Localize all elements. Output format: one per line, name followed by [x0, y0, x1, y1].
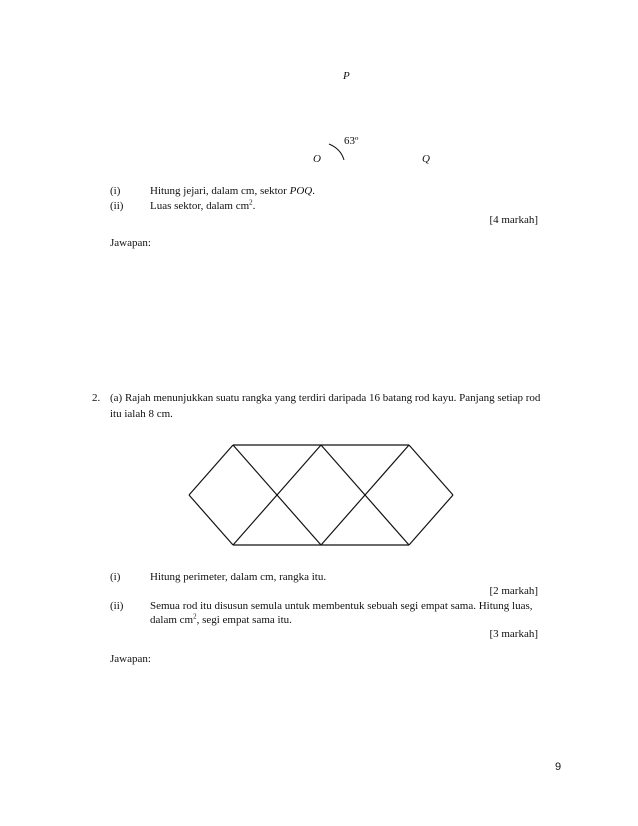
q2-part-ii-line2-b: , segi empat sama itu.	[196, 614, 292, 626]
q2-part-ii-sup: 2	[193, 612, 197, 621]
page-number: 9	[555, 761, 562, 773]
rod	[277, 495, 321, 545]
label-q: Q	[422, 153, 430, 165]
q2-answer-label: Jawapan:	[110, 653, 151, 665]
rod	[233, 445, 277, 495]
q1-part-i-text	[150, 185, 315, 197]
q1-marks: [4 markah]	[489, 214, 538, 226]
rod	[189, 495, 233, 545]
q2-number: 2.	[92, 392, 101, 404]
q1-part-ii-text-b: .	[252, 200, 256, 212]
q2-part-ii-line2-a: dalam cm	[150, 614, 194, 626]
q1-part-i-num: (i)	[110, 185, 121, 197]
rod	[233, 495, 277, 545]
rod	[189, 445, 233, 495]
q2-part-i-text: Hitung perimeter, dalam cm, rangka itu.	[150, 571, 327, 583]
rod-frame	[189, 445, 453, 545]
q2-part-ii-num: (ii)	[110, 600, 124, 612]
q1-part-ii-num: (ii)	[110, 200, 124, 212]
q2-intro-line2: itu ialah 8 cm.	[110, 408, 173, 420]
rod	[409, 495, 453, 545]
q1-part-ii-text	[150, 200, 255, 212]
rod	[277, 445, 321, 495]
rod	[365, 445, 409, 495]
label-o: O	[313, 153, 321, 165]
q1-part-ii-text-a: Luas sektor, dalam cm	[150, 200, 250, 212]
q2-part-i-marks: [2 markah]	[489, 585, 538, 597]
q1-part-ii-sup: 2	[249, 198, 253, 207]
rod	[409, 445, 453, 495]
rod	[321, 445, 365, 495]
q1-part-i-text-a: Hitung jejari, dalam cm, sektor	[150, 185, 290, 197]
q1-answer-label: Jawapan:	[110, 237, 151, 249]
rod	[321, 495, 365, 545]
q2-part-ii-marks: [3 markah]	[489, 628, 538, 640]
q2-part-ii-line2	[150, 614, 292, 626]
angle-label: 63º	[344, 135, 359, 147]
label-p: P	[343, 70, 350, 82]
q2-part-ii-line1: Semua rod itu disusun semula untuk membentuk sebuah segi empat sama. Hitung luas,	[150, 600, 533, 612]
angle-arc	[329, 144, 344, 160]
q1-part-i-italic: POQ	[289, 185, 313, 197]
q2-part-i-num: (i)	[110, 571, 121, 583]
q2-intro-line1: (a) Rajah menunjukkan suatu rangka yang terdiri daripada 16 batang rod kayu. Panjang setiap rod	[110, 392, 541, 404]
q1-part-i-text-b: .	[312, 185, 315, 197]
rod	[365, 495, 409, 545]
